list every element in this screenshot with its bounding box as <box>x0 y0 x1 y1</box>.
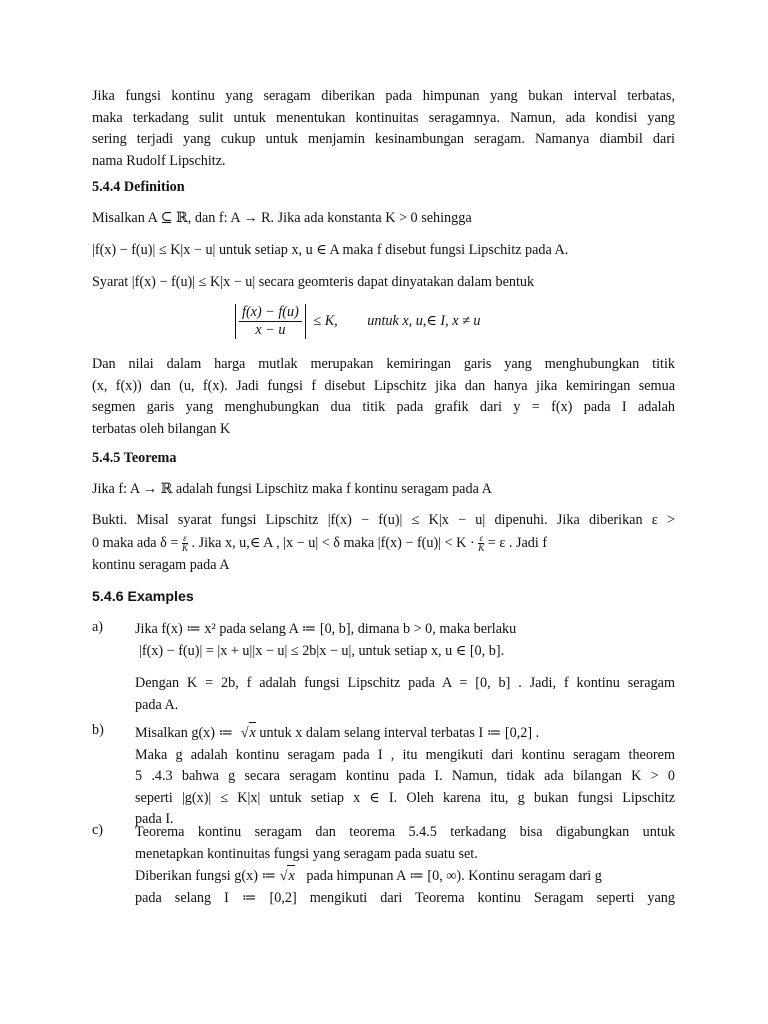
formula-numerator: f(x) − f(u) <box>239 304 302 322</box>
eps-over-k: $\frac{\varepsilon}{K}$ <box>181 532 188 553</box>
intro-line: sering terjadi yang cukup untuk menjamin kesinambungan seragam. Namanya diambil dari <box>92 131 675 147</box>
example-label: c) <box>92 822 104 838</box>
definition-heading: 5.4.4 Definition <box>92 179 185 195</box>
example-line: Dengan K = 2b, f adalah fungsi Lipschitz pada A = [0, b] . Jadi, f kontinu seragam <box>135 675 675 691</box>
definition-line: Misalkan A ⊆ ℝ, dan f: A → R. Jika ada konstanta K > 0 sehingga <box>92 210 472 226</box>
theorem-statement: Jika f: A → ℝ adalah fungsi Lipschitz maka f kontinu seragam pada A <box>92 481 492 497</box>
example-line: Jika f(x) ≔ x² pada selang A ≔ [0, b], dimana b > 0, maka berlaku <box>135 621 517 637</box>
formula-denominator: x − u <box>255 322 286 338</box>
proof-text: = ε . Jadi f <box>487 534 548 551</box>
definition-line: |f(x) − f(u)| ≤ K|x − u| untuk setiap x, u ∈ A maka f disebut fungsi Lipschitz pada A. <box>92 242 569 258</box>
example-line: pada I. <box>135 811 174 827</box>
proof-text: 0 maka ada δ = <box>92 534 179 551</box>
example-line: menetapkan kontinuitas fungsi yang seragam pada suatu set. <box>135 845 478 862</box>
definition-paragraph <box>92 354 675 440</box>
sqrt-x: x <box>249 722 256 745</box>
eps-over-k: $\frac{\varepsilon}{K}$ <box>478 532 485 553</box>
example-line: 5 .4.3 bahwa g secara seragam kontinu pada I. Namun, tidak ada bilangan K > 0 <box>135 768 675 784</box>
para-line: segmen garis yang menghubungkan dua titik pada grafik dari y = f(x) pada I adalah <box>92 399 675 415</box>
proof-line: Bukti. Misal syarat fungsi Lipschitz |f(x) − f(u)| ≤ K|x − u| dipenuhi. Jika diberikan ε > <box>92 512 675 528</box>
formula-condition: untuk x, u,∈ I, x ≠ u <box>367 313 481 329</box>
example-b <box>92 722 675 831</box>
example-line: pada selang I ≔ [0,2] mengikuti dari Teorema kontinu Seragam seperti yang <box>135 889 675 906</box>
intro-paragraph <box>92 86 675 172</box>
para-line: (x, f(x)) dan (u, f(x). Jadi fungsi f disebut Lipschitz jika dan hanya jika kemiringan semua <box>92 377 675 394</box>
formula-abs <box>235 304 306 339</box>
para-line: Dan nilai dalam harga mutlak merupakan kemiringan garis yang menghubungkan titik <box>92 356 675 372</box>
example-label: b) <box>92 722 104 738</box>
example-text: Diberikan fungsi g(x) ≔ <box>135 868 277 884</box>
example-line: |f(x) − f(u)| = |x + u||x − u| ≤ 2b|x − u|, untuk setiap x, u ∈ [0, b]. <box>139 642 505 659</box>
sqrt-x: x <box>287 865 294 888</box>
intro-line: Jika fungsi kontinu yang seragam diberikan pada himpunan yang bukan interval terbatas, <box>92 88 675 104</box>
proof-line: kontinu seragam pada A <box>92 557 230 573</box>
example-line: Misalkan g(x) ≔ √x untuk x dalam selang interval terbatas I ≔ [0,2] . <box>135 722 675 745</box>
example-line: Teorema kontinu seragam dan teorema 5.4.5 terkadang bisa digabungkan untuk <box>135 824 675 840</box>
example-line: pada A. <box>135 696 179 713</box>
example-line: seperti |g(x)| ≤ K|x| untuk setiap x ∈ I. Oleh karena itu, g bukan fungsi Lipschitz <box>135 789 675 806</box>
example-c <box>92 822 675 909</box>
example-line: Diberikan fungsi g(x) ≔ √x pada himpunan A ≔ [0, ∞). Kontinu seragam dari g <box>135 865 675 888</box>
example-text: pada himpunan A ≔ [0, ∞). Kontinu seragam dari g <box>306 868 602 884</box>
example-a <box>92 619 675 716</box>
proof-line <box>92 533 675 555</box>
para-line: terbatas oleh bilangan K <box>92 420 231 437</box>
example-text: untuk x dalam selang interval terbatas I ≔ [0,2] . <box>259 725 540 741</box>
intro-line: maka terkadang sulit untuk menentukan kontinuitas seragamnya. Namun, ada kondisi yang <box>92 109 675 126</box>
definition-line: Syarat |f(x) − f(u)| ≤ K|x − u| secara geomteris dapat dinyatakan dalam bentuk <box>92 274 535 290</box>
proof-text: . Jika x, u,∈ A , |x − u| < δ maka |f(x) − f(u)| < K · <box>191 534 475 551</box>
examples-heading: 5.4.6 Examples <box>92 589 194 605</box>
theorem-heading: 5.4.5 Teorema <box>92 450 177 466</box>
example-text: Misalkan g(x) ≔ <box>135 725 234 741</box>
intro-line: nama Rudolf Lipschitz. <box>92 152 226 169</box>
definition-section <box>92 177 675 199</box>
lipschitz-formula <box>92 304 675 348</box>
formula-bound: ≤ K, <box>313 313 338 329</box>
theorem-proof <box>92 510 675 577</box>
example-line: Maka g adalah kontinu seragam pada I , itu mengikuti dari kontinu seragam theorem <box>135 746 675 763</box>
example-label: a) <box>92 619 104 635</box>
